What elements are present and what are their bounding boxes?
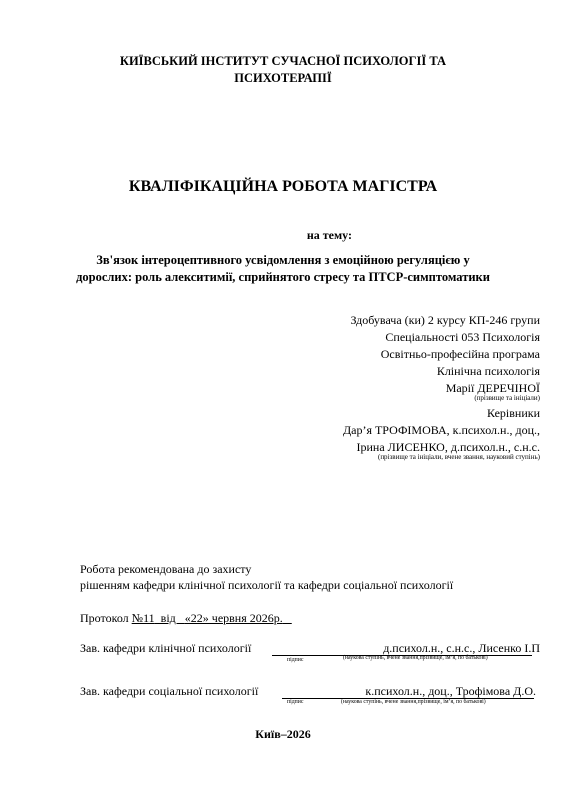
institution-line-1: КИЇВСЬКИЙ ІНСТИТУТ СУЧАСНОЇ ПСИХОЛОГІЇ ТА: [119, 54, 447, 68]
protocol-date: «22» червня 2026р.: [184, 611, 283, 625]
author-name-caption: (прізвище та ініціали): [474, 394, 540, 402]
head-clinical-sign-caption: підпис: [287, 657, 304, 663]
institution-line-2: ПСИХОТЕРАПІЇ: [234, 71, 332, 85]
topic-line-2: дорослих: роль алекситимії, сприйнятого стресу та ПТСР-симптоматики: [76, 270, 490, 284]
author-program-label: Освітньо-професійна програма: [380, 347, 540, 361]
supervisor-1: Дар’я ТРОФІМОВА, к.психол.н., доц.,: [342, 423, 540, 437]
author-specialty: Спеціальності 053 Психологія: [385, 330, 540, 344]
supervisors-label: Керівники: [487, 406, 540, 420]
head-clinical-label: Зав. кафедри клінічної психології: [80, 641, 252, 655]
author-name: Марії ДЕРЕЧІНОЇ: [445, 381, 540, 395]
supervisor-2: Ірина ЛИСЕНКО, д.психол.н., с.н.с.: [356, 440, 540, 454]
head-social-sign-caption: підпис: [287, 699, 304, 705]
footer-city-year: Київ–2026: [255, 727, 311, 741]
protocol-mid: від: [154, 611, 185, 625]
supervisors-caption: (прізвище та ініціали, вчене звання, науковий ступінь): [377, 453, 540, 461]
topic-line-1: Зв'язок інтероцептивного усвідомлення з емоційною регуляцією у: [96, 253, 470, 267]
head-clinical-degree-caption: (наукова ступінь, вчене звання,прізвище, ім’я, по батькові): [343, 655, 488, 661]
recommendation-line-2: рішенням кафедри клінічної психології та кафедри соціальної психології: [80, 578, 454, 592]
protocol-line: [80, 611, 292, 626]
author-program-name: Клінічна психологія: [436, 364, 540, 378]
head-social-degree-caption: (наукова ступінь, вчене звання,прізвище, ім’я, по батькові): [341, 699, 486, 705]
protocol-trailing: [283, 611, 292, 625]
head-social-value: к.психол.н., доц., Трофімова Д.О.: [365, 684, 536, 698]
page-title: КВАЛІФІКАЦІЙНА РОБОТА МАГІСТРА: [128, 178, 438, 195]
recommendation-line-1: Робота рекомендована до захисту: [80, 562, 252, 576]
head-social-label: Зав. кафедри соціальної психології: [80, 684, 259, 698]
protocol-prefix: Протокол: [80, 611, 132, 625]
author-course-group: Здобувача (ки) 2 курсу КП-246 групи: [350, 313, 540, 327]
topic-label: на тему:: [306, 228, 352, 242]
protocol-number: №11: [131, 611, 155, 625]
head-clinical-value: д.психол.н., с.н.с., Лисенко І.П: [383, 641, 540, 655]
